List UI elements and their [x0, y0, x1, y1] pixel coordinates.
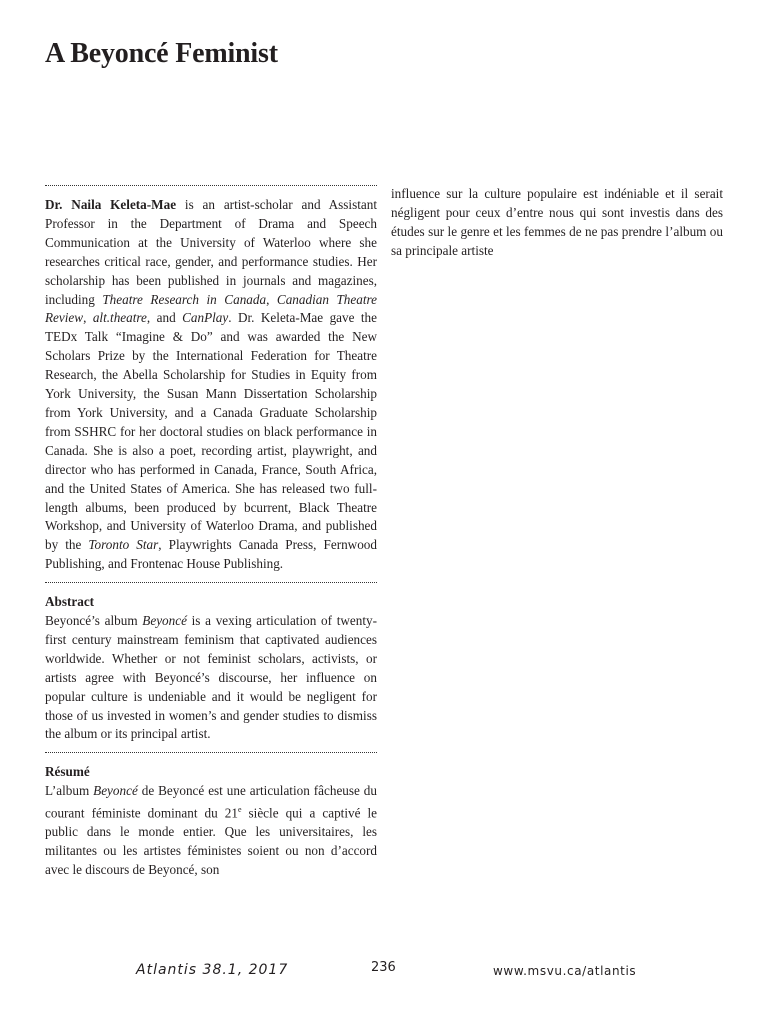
- album-title: Beyoncé: [93, 783, 138, 799]
- journal-name: Theatre Research in Canada: [102, 291, 267, 307]
- journal-name: Canadian Theatre Review: [45, 291, 377, 326]
- abstract-text: is a vexing articulation of twenty-first century mainstream feminism that captivated audiences worldwide. Whether or not feminist scholars, activists, or artists agree with Beyoncé’s discourse, her influence on popular culture is undeniable and it would be negligent for those of us invested in women’s and gender studies to dismiss the album or its principal artist.: [45, 613, 377, 742]
- resume-heading: Résumé: [45, 764, 90, 780]
- article-title: A Beyoncé Feminist: [45, 38, 278, 69]
- right-column: [391, 185, 723, 261]
- publication-name: Toronto Star: [88, 537, 159, 553]
- resume-text: de Beyoncé est une articulation fâcheuse du courant féministe dominant du 21: [45, 783, 377, 821]
- resume-text: L’album: [45, 783, 94, 799]
- abstract-section: [45, 593, 377, 744]
- bio-text: , and: [146, 310, 183, 326]
- divider: [45, 582, 377, 583]
- abstract-heading: Abstract: [45, 594, 95, 610]
- left-column: [45, 185, 377, 888]
- author-bio: [45, 196, 377, 574]
- divider: [45, 752, 377, 753]
- abstract-text: Beyoncé’s album: [45, 613, 143, 629]
- journal-footer: Atlantis 38.1, 2017: [136, 962, 289, 978]
- journal-name: CanPlay: [182, 310, 229, 326]
- bio-text: ,: [266, 291, 277, 307]
- journal-name: alt.theatre: [92, 310, 147, 326]
- album-title: Beyoncé: [142, 613, 187, 629]
- abstract-body: [45, 612, 377, 744]
- page-number: 236: [371, 960, 396, 975]
- author-name: Dr. Naila Keleta-Mae: [45, 197, 177, 212]
- superscript: e: [237, 805, 242, 815]
- journal-url: www.msvu.ca/atlantis: [493, 964, 637, 978]
- bio-text: , Playwrights Canada Press, Fernwood Publishing, and Frontenac House Publishing.: [45, 537, 377, 572]
- bio-text: is an artist-scholar and Assistant Professor in the Department of Drama and Speech Communication at the University of Waterloo where she researches critical race, gender, and performance studies. Her scholarship has been published in journals and magazines, including: [45, 197, 377, 307]
- resume-text: siècle qui a captivé le public dans le monde entier. Que les universitaires, les militantes ou les artistes féministes soient ou non d’accord avec le discours de Beyoncé, son: [45, 805, 377, 878]
- resume-section: [45, 763, 377, 880]
- bio-text: . Dr. Keleta-Mae gave the TEDx Talk “Imagine & Do” and was awarded the New Scholars Prize by the International Federation for Theatre Research, the Abella Scholarship for Studies in Equity from York University, the Susan Mann Dissertation Scholarship from York University, and a Canada Graduate Scholarship from SSHRC for her doctoral studies on black performance in Canada. She is also a poet, recording artist, playwright, and director who has performed in Canada, France, South Africa, and the United States of America. She has released two full-length albums, been produced by bcurrent, Black Theatre Workshop, and University of Waterloo Drama, and published by the: [45, 310, 378, 553]
- divider: [45, 185, 377, 186]
- resume-continued: influence sur la culture populaire est indéniable et il serait négligent pour ceux d’entre nous qui sont investis dans des études sur le genre et les femmes de ne pas prendre l’album ou sa principale artiste: [391, 186, 723, 258]
- resume-body: [45, 782, 377, 880]
- bio-text: ,: [83, 310, 93, 326]
